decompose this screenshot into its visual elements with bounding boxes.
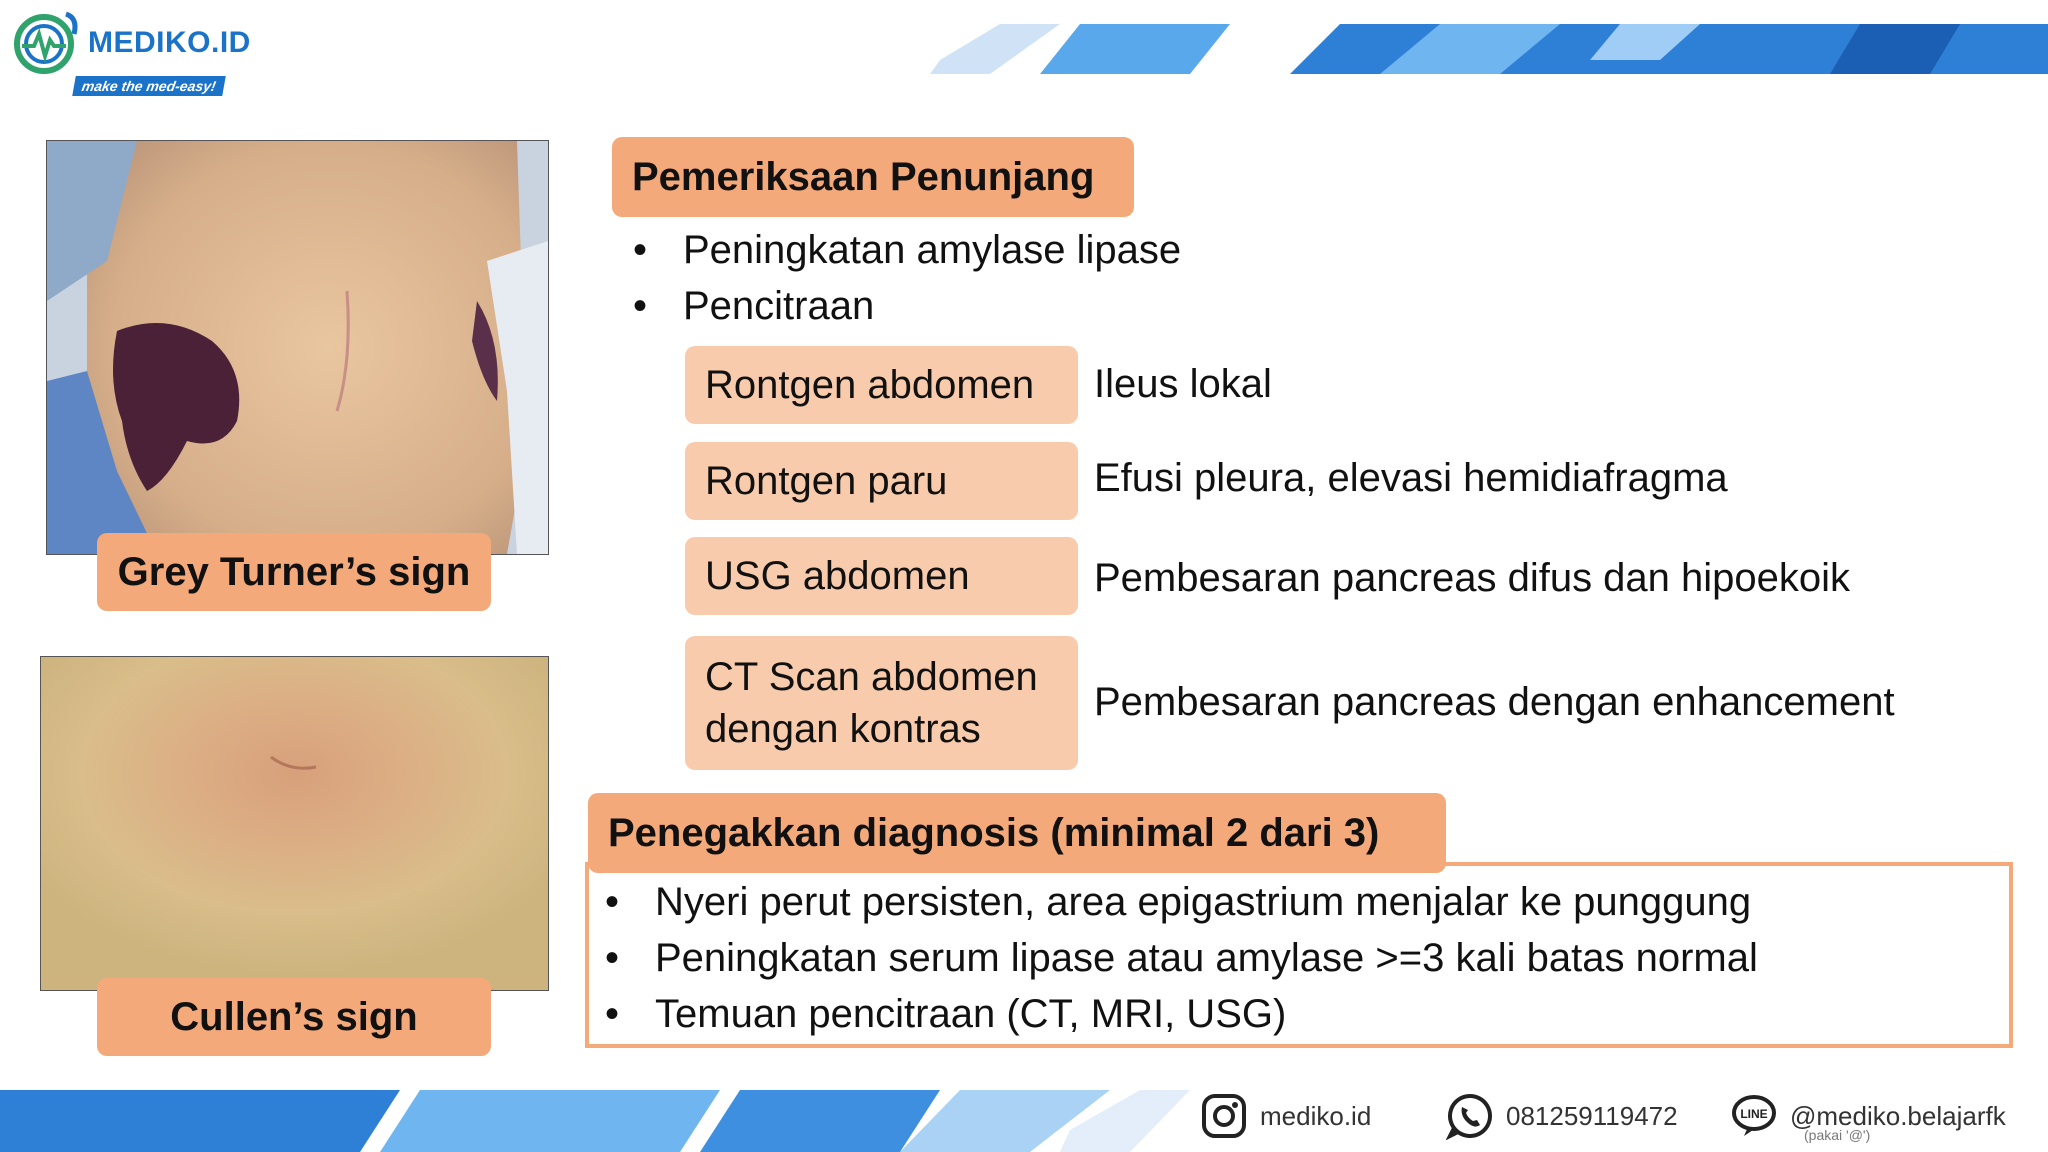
line-note: (pakai '@') [1804,1127,1871,1143]
cullen-photo [40,656,549,991]
instagram-handle: mediko.id [1260,1100,1372,1131]
svg-text:LINE: LINE [1740,1107,1768,1121]
whatsapp-number: 081259119472 [1506,1100,1678,1131]
header-banner [0,0,2048,90]
list-item: • Nyeri perut persisten, area epigastrium menjalar ke punggung [605,874,1758,930]
list-item: • Temuan pencitraan (CT, MRI, USG) [605,986,1758,1042]
pemeriksaan-list [633,222,1181,334]
grey-turner-photo [46,140,549,555]
imaging-finding-rontgen-abdomen: Ileus lokal [1094,362,1272,406]
imaging-test-ct-scan [685,636,1078,770]
imaging-test-rontgen-abdomen: Rontgen abdomen [685,346,1078,424]
instagram-icon [1200,1092,1248,1140]
cullen-caption: Cullen’s sign [97,978,491,1056]
logo-tagline: make the med-easy! [72,76,225,96]
instagram-link[interactable] [1200,1086,1371,1146]
mediko-logo[interactable] [8,4,268,96]
logo-name: MEDIKO.ID [88,26,251,59]
line-handle: @mediko.belajarfk [1790,1100,2006,1131]
imaging-finding-usg-abdomen: Pembesaran pancreas difus dan hipoekoik [1094,556,1851,600]
list-item: • Pencitraan [633,278,1181,334]
section-heading-pemeriksaan: Pemeriksaan Penunjang [612,137,1134,217]
imaging-finding-ct-scan: Pembesaran pancreas dengan enhancement [1094,680,1895,724]
line-icon [1730,1092,1778,1140]
heartbeat-icon [8,4,88,84]
whatsapp-link[interactable] [1446,1086,1678,1146]
section-heading-diagnosis: Penegakkan diagnosis (minimal 2 dari 3) [588,793,1446,873]
ct-scan-line2: dengan kontras [705,707,981,751]
list-item: • Peningkatan serum lipase atau amylase >=3 kali batas normal [605,930,1758,986]
imaging-test-rontgen-paru: Rontgen paru [685,442,1078,520]
whatsapp-icon [1446,1092,1494,1140]
grey-turner-caption: Grey Turner’s sign [97,533,491,611]
ct-scan-line1: CT Scan abdomen [705,655,1038,699]
imaging-test-usg-abdomen: USG abdomen [685,537,1078,615]
list-item: • Peningkatan amylase lipase [633,222,1181,278]
imaging-finding-rontgen-paru: Efusi pleura, elevasi hemidiafragma [1094,456,1728,500]
diagnosis-criteria-list [605,874,1758,1042]
